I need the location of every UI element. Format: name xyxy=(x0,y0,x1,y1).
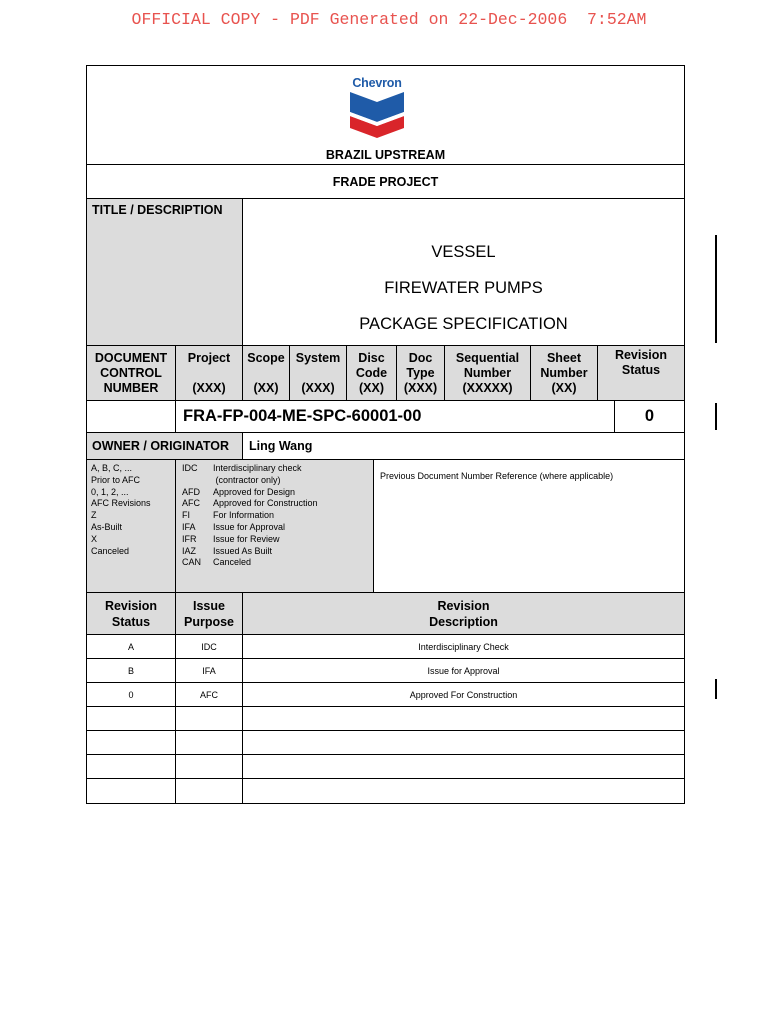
purpose-legend-line: (contractor only) xyxy=(213,474,281,485)
table-row xyxy=(87,779,684,803)
header-doc-type: Doc Type (XXX) xyxy=(397,346,445,400)
owner-row xyxy=(87,433,684,460)
purpose-legend-line: CAN Canceled xyxy=(182,557,252,568)
revision-table-header xyxy=(87,593,684,635)
revision-description-cell: Interdisciplinary Check xyxy=(418,641,509,652)
chevron-logo-icon xyxy=(350,92,404,138)
previous-document-reference: Previous Document Number Reference (where applicable) xyxy=(380,471,614,481)
header-sheet-number: Sheet Number (XX) xyxy=(531,346,598,400)
legend-row xyxy=(87,460,684,593)
header-scope: Scope (XX) xyxy=(243,346,290,400)
table-row xyxy=(87,731,684,755)
table-row xyxy=(87,707,684,731)
header-system: System (XXX) xyxy=(290,346,347,400)
purpose-legend-line: FI For Information xyxy=(182,510,275,521)
owner-name: Ling Wang xyxy=(249,439,313,453)
header-revision-description-col: Revision Description xyxy=(429,598,498,629)
company-division: BRAZIL UPSTREAM xyxy=(325,148,446,162)
revision-bar-marker xyxy=(715,679,717,699)
table-row xyxy=(87,683,684,707)
revision-description-cell: Issue for Approval xyxy=(427,665,500,676)
revision-description-cell xyxy=(243,731,684,754)
revision-bar-marker xyxy=(715,403,717,430)
revision-bar-marker xyxy=(715,235,717,343)
status-legend xyxy=(87,460,176,592)
control-number-spacer xyxy=(87,401,176,432)
header-document-control-number: DOCUMENT CONTROL NUMBER xyxy=(87,346,176,400)
status-legend-line: As-Built xyxy=(91,521,123,532)
revision-description-cell xyxy=(243,779,684,803)
status-legend-line: Z xyxy=(91,510,97,521)
status-legend-line: Prior to AFC xyxy=(91,474,141,485)
issue-purpose-cell: IDC xyxy=(176,635,243,658)
status-legend-line: AFC Revisions xyxy=(91,498,151,509)
purpose-legend xyxy=(176,460,374,592)
company-logo xyxy=(349,76,405,138)
title-text xyxy=(243,199,684,345)
issue-purpose-cell xyxy=(176,707,243,730)
table-row xyxy=(87,635,684,659)
revision-status-cell: 0 xyxy=(87,683,176,706)
title-line: FIREWATER PUMPS xyxy=(384,279,543,297)
header-revision-status: Revision Status xyxy=(614,348,668,377)
status-legend-line: Canceled xyxy=(91,545,130,556)
issue-purpose-cell xyxy=(176,779,243,803)
purpose-legend-line: IFA Issue for Approval xyxy=(182,521,286,532)
status-legend-line: X xyxy=(91,533,98,544)
revision-status-value: 0 xyxy=(644,407,655,425)
logo-wordmark: Chevron xyxy=(352,76,402,90)
table-row xyxy=(87,659,684,683)
official-copy-watermark: OFFICIAL COPY - PDF Generated on 22-Dec-2006 7:52AM xyxy=(131,10,647,29)
header-logo-row xyxy=(87,66,684,165)
revision-status-cell xyxy=(87,731,176,754)
issue-purpose-cell xyxy=(176,731,243,754)
issue-purpose-cell: IFA xyxy=(176,659,243,682)
document-number: FRA-FP-004-ME-SPC-60001-00 xyxy=(176,401,615,432)
revision-description-cell: Approved For Construction xyxy=(409,689,518,700)
header-project: Project (XXX) xyxy=(176,346,243,400)
title-row xyxy=(87,199,684,346)
purpose-legend-line: AFD Approved for Design xyxy=(182,486,296,497)
purpose-legend-line: IDC Interdisciplinary check xyxy=(182,463,302,473)
project-name: FRADE PROJECT xyxy=(87,165,684,199)
header-sequential-number: Sequential Number (XXXXX) xyxy=(445,346,531,400)
revision-description-cell xyxy=(243,755,684,778)
owner-label: OWNER / ORIGINATOR xyxy=(87,433,243,459)
revision-status-cell: B xyxy=(87,659,176,682)
issue-purpose-cell xyxy=(176,755,243,778)
issue-purpose-cell: AFC xyxy=(176,683,243,706)
control-number-header xyxy=(87,346,684,401)
title-line: VESSEL xyxy=(431,243,496,261)
revision-status-cell xyxy=(87,755,176,778)
header-disc-code: Disc Code (XX) xyxy=(347,346,397,400)
purpose-legend-line: IAZ Issued As Built xyxy=(182,545,273,556)
purpose-legend-line: IFR Issue for Review xyxy=(182,533,280,544)
revision-description-cell xyxy=(243,707,684,730)
title-line: PACKAGE SPECIFICATION xyxy=(359,315,568,333)
table-row xyxy=(87,755,684,779)
document-cover-sheet xyxy=(86,65,685,804)
header-revision-status-col: Revision Status xyxy=(87,593,176,634)
control-number-row xyxy=(87,401,684,433)
revision-status-cell: A xyxy=(87,635,176,658)
status-legend-line: 0, 1, 2, ... xyxy=(91,486,129,497)
purpose-legend-line: AFC Approved for Construction xyxy=(182,498,318,509)
status-legend-line: A, B, C, ... xyxy=(91,463,133,473)
revision-status-cell xyxy=(87,707,176,730)
title-label: TITLE / DESCRIPTION xyxy=(87,199,243,345)
revision-status-cell xyxy=(87,779,176,803)
header-issue-purpose-col: Issue Purpose xyxy=(176,593,243,634)
